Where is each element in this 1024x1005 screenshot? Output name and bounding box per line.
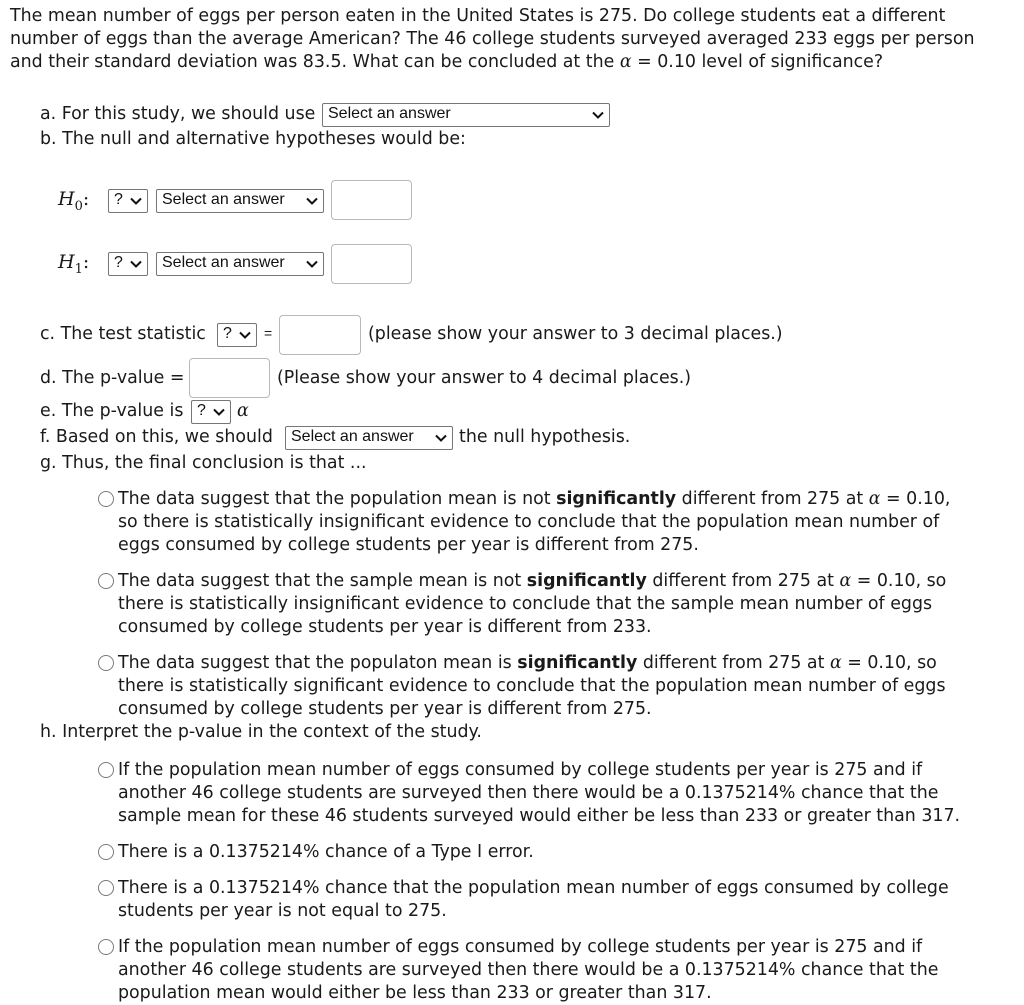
test-statistic-note: (please show your answer to 3 decimal places.)	[368, 324, 783, 344]
part-g-label: g. Thus, the final conclusion is that ...	[40, 453, 367, 473]
h0-parameter-value: ?	[114, 191, 123, 208]
interpretation-option-2-line-1: There is a 0.1375214% chance of a Type I error.	[118, 842, 534, 862]
conclusion-option-1-line-1	[118, 488, 950, 511]
study-type-select[interactable]	[322, 103, 610, 127]
p-value-note: (Please show your answer to 4 decimal places.)	[277, 368, 692, 388]
chevron-down-icon	[591, 108, 605, 122]
h1-subscript: 1	[74, 261, 83, 277]
interpretation-option-4-radio[interactable]	[98, 939, 114, 955]
text-segment: The data suggest that the populaton mean is	[118, 653, 518, 673]
part-b-label: b. The null and alternative hypotheses would be:	[40, 129, 466, 149]
h1-parameter-value: ?	[114, 254, 123, 271]
conclusion-option-3-line-3: consumed by college students per year is different from 275.	[118, 699, 652, 719]
decision-select-value: Select an answer	[291, 428, 414, 445]
interpretation-option-4-line-2: another 46 college students are surveyed then there would be a 0.1375214% chance that the	[118, 960, 939, 980]
test-statistic-input[interactable]	[279, 315, 361, 355]
interpretation-option-2-radio[interactable]	[98, 844, 114, 860]
conclusion-option-1-line-3: eggs consumed by college students per year is different from 275.	[118, 535, 699, 555]
text-bold: significantly	[526, 571, 647, 591]
h1-symbol: H	[58, 251, 75, 273]
interpretation-option-1-line-1: If the population mean number of eggs consumed by college students per year is 275 and if	[118, 760, 923, 780]
h0-subscript: 0	[74, 198, 83, 214]
interpretation-option-3-radio[interactable]	[98, 880, 114, 896]
chevron-down-icon	[129, 257, 143, 271]
question-line-3-text: and their standard deviation was 83.5. What can be concluded at the	[10, 52, 615, 72]
chevron-down-icon	[305, 257, 319, 271]
p-value-comparison-value: ?	[197, 402, 206, 419]
decision-select[interactable]	[285, 426, 453, 450]
study-type-select-value: Select an answer	[328, 105, 451, 122]
conclusion-option-2-line-3: consumed by college students per year is different from 233.	[118, 617, 652, 637]
part-a-label: a. For this study, we should use	[40, 104, 316, 124]
conclusion-option-3-radio[interactable]	[98, 655, 114, 671]
h0-parameter-select[interactable]	[108, 189, 148, 213]
alpha-symbol: α	[839, 571, 852, 591]
h0-operator-value: Select an answer	[162, 191, 285, 208]
question-line-2: number of eggs than the average American? The 46 college students surveyed averaged 233 eggs per person	[10, 29, 975, 49]
interpretation-option-4-line-1: If the population mean number of eggs consumed by college students per year is 275 and if	[118, 937, 923, 957]
text-segment: different from 275 at	[676, 489, 869, 509]
text-segment: = 0.10,	[880, 489, 951, 509]
interpretation-option-3-line-1: There is a 0.1375214% chance that the population mean number of eggs consumed by college	[118, 878, 949, 898]
text-segment: = 0.10, so	[841, 653, 937, 673]
conclusion-option-2-line-1	[118, 570, 946, 593]
h0-colon: :	[82, 188, 90, 210]
conclusion-option-3-line-2: there is statistically significant evidence to conclude that the population mean number of eggs	[118, 676, 946, 696]
test-statistic-type-value: ?	[223, 325, 232, 342]
h0-label	[58, 188, 89, 214]
text-segment: The data suggest that the population mean is not	[118, 489, 557, 509]
interpretation-option-1-line-2: another 46 college students are surveyed then there would be a 0.1375214% chance that the	[118, 783, 939, 803]
conclusion-option-3-line-1	[118, 652, 937, 675]
interpretation-option-3-line-2: students per year is not equal to 275.	[118, 901, 447, 921]
interpretation-option-1-radio[interactable]	[98, 762, 114, 778]
text-bold: significantly	[556, 489, 677, 509]
part-h-label: h. Interpret the p-value in the context of the study.	[40, 722, 482, 742]
chevron-down-icon	[129, 194, 143, 208]
interpretation-option-4-line-3: population mean would either be less than 233 or greater than 317.	[118, 983, 712, 1003]
part-c-label: c. The test statistic	[40, 324, 206, 344]
h0-value-input[interactable]	[331, 180, 412, 220]
part-f-suffix: the null hypothesis.	[459, 427, 631, 447]
h1-operator-select[interactable]	[156, 252, 324, 276]
p-value-comparison-select[interactable]	[191, 400, 231, 424]
text-segment: different from 275 at	[637, 653, 830, 673]
conclusion-option-2-radio[interactable]	[98, 573, 114, 589]
alpha-symbol: α	[619, 52, 632, 72]
alpha-symbol: α	[868, 489, 881, 509]
h0-symbol: H	[58, 188, 75, 210]
chevron-down-icon	[238, 328, 252, 342]
h0-operator-select[interactable]	[156, 189, 324, 213]
chevron-down-icon	[434, 431, 448, 445]
question-line-1: The mean number of eggs per person eaten in the United States is 275. Do college students eat a different	[10, 6, 946, 26]
part-d-label: d. The p-value =	[40, 368, 185, 388]
conclusion-option-1-radio[interactable]	[98, 491, 114, 507]
test-statistic-type-select[interactable]	[217, 323, 257, 347]
part-e-label: e. The p-value is	[40, 401, 184, 421]
h1-label	[58, 251, 89, 277]
p-value-input[interactable]	[189, 358, 270, 398]
alpha-symbol: α	[829, 653, 842, 673]
question-line-3-end: = 0.10 level of significance?	[631, 52, 884, 72]
chevron-down-icon	[212, 405, 226, 419]
conclusion-option-2-line-2: there is statistically insignificant evidence to conclude that the sample mean number of eggs	[118, 594, 933, 614]
interpretation-option-1-line-3: sample mean for these 46 students surveyed would either be less than 233 or greater than 317.	[118, 806, 961, 826]
text-bold: significantly	[517, 653, 638, 673]
alpha-symbol: α	[237, 401, 249, 421]
text-segment: The data suggest that the sample mean is not	[118, 571, 527, 591]
h1-operator-value: Select an answer	[162, 254, 285, 271]
h1-value-input[interactable]	[331, 244, 412, 284]
text-segment: = 0.10, so	[851, 571, 947, 591]
equals-sign: =	[264, 325, 273, 341]
h1-colon: :	[82, 251, 90, 273]
conclusion-option-1-line-2: so there is statistically insignificant evidence to conclude that the population mean number of	[118, 512, 940, 532]
text-segment: different from 275 at	[646, 571, 840, 591]
part-f-label: f. Based on this, we should	[40, 427, 273, 447]
question-line-3	[10, 51, 883, 74]
h1-parameter-select[interactable]	[108, 252, 148, 276]
chevron-down-icon	[305, 194, 319, 208]
